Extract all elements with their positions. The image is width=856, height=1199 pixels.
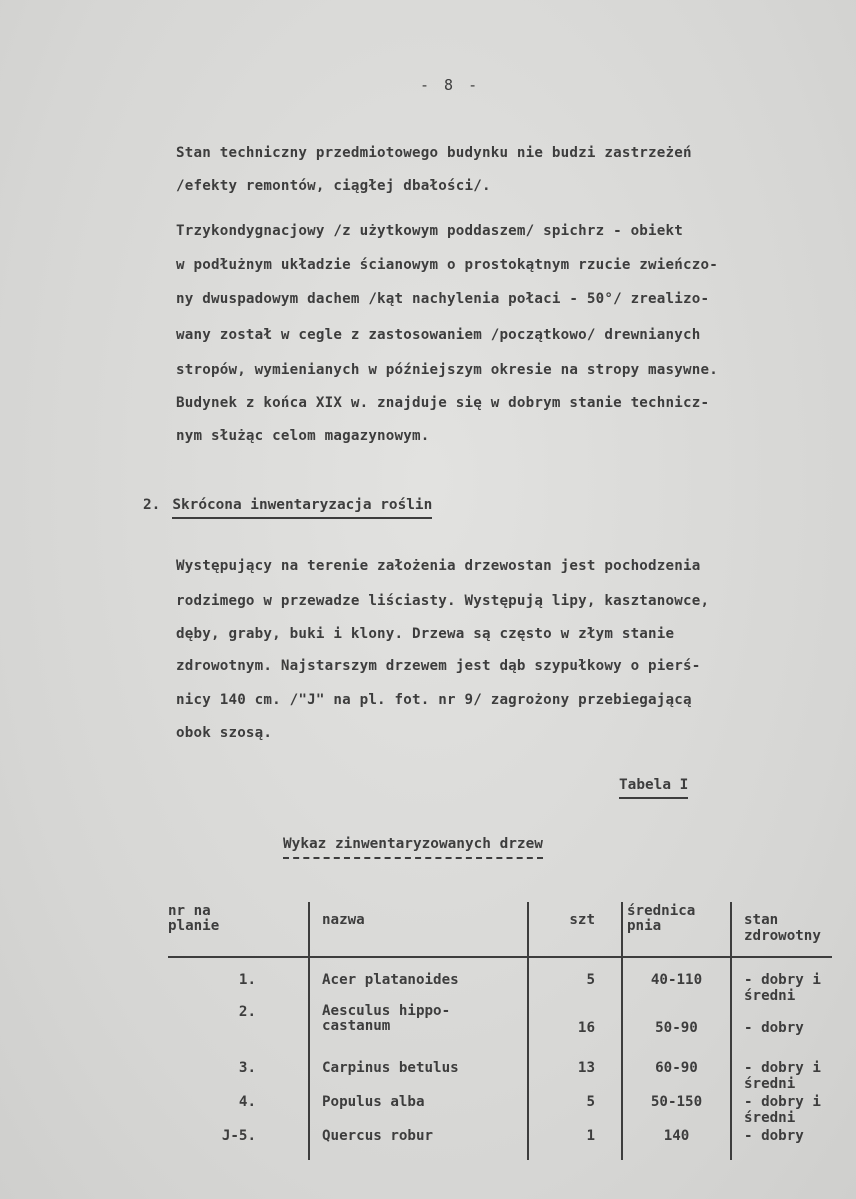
table-title: Wykaz zinwentaryzowanych drzew [283,836,543,859]
section-heading [143,497,432,513]
cell-szt: 13 [528,1058,622,1092]
para3-line: Występujący na terenie założenia drzewostan jest pochodzenia [176,558,701,574]
table-row [168,1004,832,1058]
cell-srednica: 140 [622,1126,731,1160]
cell-nr: 2. [238,1004,256,1020]
para1-line: /efekty remontów, ciągłej dbałości/. [176,178,491,194]
header-nr-line1: nr na [168,903,211,919]
para3-line: rodzimego w przewadze liściasty. Występują lipy, kasztanowce, [176,593,710,609]
header-srednica [622,902,731,957]
header-nr [168,902,309,957]
cell-szt: 5 [528,1092,622,1126]
para3-line: zdrowotnym. Najstarszym drzewem jest dąb szypułkowy o pierś- [176,658,701,674]
cell-srednica: 40-110 [622,957,731,1004]
table-row [168,957,832,1004]
para3-line: obok szosą. [176,725,273,741]
cell-stan: - dobry i średni [731,1058,832,1092]
para2-line: nym służąc celom magazynowym. [176,428,430,444]
cell-nazwa: Populus alba [309,1092,528,1126]
para2-line: w podłużnym układzie ścianowym o prostokątnym rzucie zwieńczo- [176,257,718,273]
cell-srednica: 60-90 [622,1058,731,1092]
header-stan: stan zdrowotny [731,902,832,957]
para3-line: nicy 140 cm. /"J" na pl. fot. nr 9/ zagrożony przebiegającą [176,692,692,708]
cell-stan: - dobry i średni [731,957,832,1004]
para2-line: Budynek z końca XIX w. znajduje się w dobrym stanie technicz- [176,395,710,411]
header-srednica-line2: pnia [627,918,662,934]
cell-stan: - dobry [731,1126,832,1160]
cell-nr: 1. [238,972,256,988]
table-row [168,1092,832,1126]
cell-nazwa [309,1004,528,1058]
para2-line: stropów, wymienianych w późniejszym okresie na stropy masywne. [176,362,718,378]
cell-szt: 5 [528,957,622,1004]
cell-nr: 3. [238,1060,256,1076]
cell-nr: J-5. [221,1128,256,1144]
cell-nazwa-line2: castanum [322,1018,391,1034]
cell-nazwa: Quercus robur [309,1126,528,1160]
cell-nazwa-line1: Aesculus hippo- [322,1003,451,1019]
para1-line: Stan techniczny przedmiotowego budynku nie budzi zastrzeżeń [176,145,692,161]
table-row [168,1058,832,1092]
tree-inventory-table [168,902,832,1160]
cell-szt: 16 [528,1004,622,1058]
cell-stan: - dobry [731,1004,832,1058]
table-header-row [168,902,832,957]
header-szt: szt [528,902,622,957]
cell-nazwa: Acer platanoides [309,957,528,1004]
header-srednica-line1: średnica [627,903,696,919]
section-number: 2. [143,497,161,513]
cell-srednica: 50-150 [622,1092,731,1126]
page-number: - 8 - [420,76,481,94]
table-row [168,1126,832,1160]
section-title: Skrócona inwentaryzacja roślin [172,497,432,519]
cell-stan: - dobry i średni [731,1092,832,1126]
header-nr-line2: planie [168,918,220,934]
para2-line: ny dwuspadowym dachem /kąt nachylenia połaci - 50°/ zrealizo- [176,291,710,307]
cell-srednica: 50-90 [622,1004,731,1058]
para2-line: Trzykondygnacjowy /z użytkowym poddaszem/ spichrz - obiekt [176,223,684,239]
para3-line: dęby, graby, buki i klony. Drzewa są często w złym stanie [176,626,675,642]
table-label: Tabela I [619,777,688,799]
cell-szt: 1 [528,1126,622,1160]
para2-line: wany został w cegle z zastosowaniem /początkowo/ drewnianych [176,327,701,343]
cell-nr: 4. [238,1094,256,1110]
header-nazwa: nazwa [309,902,528,957]
cell-nazwa: Carpinus betulus [309,1058,528,1092]
